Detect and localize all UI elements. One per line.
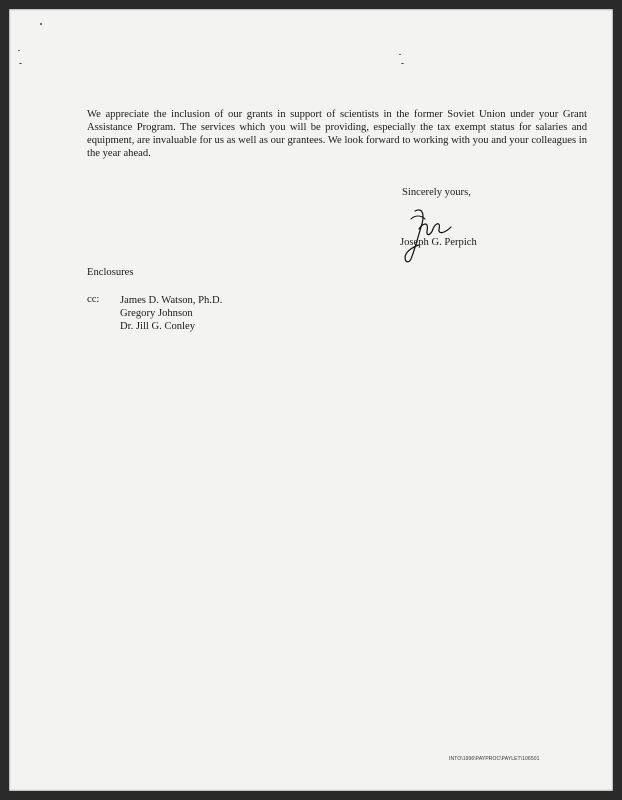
scan-speck — [19, 63, 22, 64]
document-footer-code: INTO\1996\PAYPROC\PAYLET\106501 — [449, 756, 540, 762]
signer-name: Joseph G. Perpich — [400, 237, 477, 248]
letter-body-paragraph: We appreciate the inclusion of our grants in support of scientists in the former Soviet Union under your Grant Assistance Program. The services which you will be providing, especially the tax exempt status for salaries and equipment, are invaluable for us as well as our grantees. We look forward to working with you and your colleagues in the year ahead. — [87, 109, 587, 159]
scan-speck — [399, 54, 401, 55]
cc-label: cc: — [87, 294, 100, 305]
letter-closing: Sincerely yours, — [402, 187, 471, 198]
handwritten-signature — [401, 205, 461, 267]
scan-speck — [40, 23, 42, 25]
cc-recipient: James D. Watson, Ph.D. — [120, 295, 223, 306]
enclosures-label: Enclosures — [87, 267, 134, 278]
cc-recipient: Gregory Johnson — [120, 308, 193, 319]
cc-recipient: Dr. Jill G. Conley — [120, 321, 196, 332]
cc-recipient-list — [120, 294, 222, 333]
scan-speck — [18, 50, 20, 51]
scan-speck — [401, 63, 404, 64]
letter-page — [9, 9, 613, 791]
